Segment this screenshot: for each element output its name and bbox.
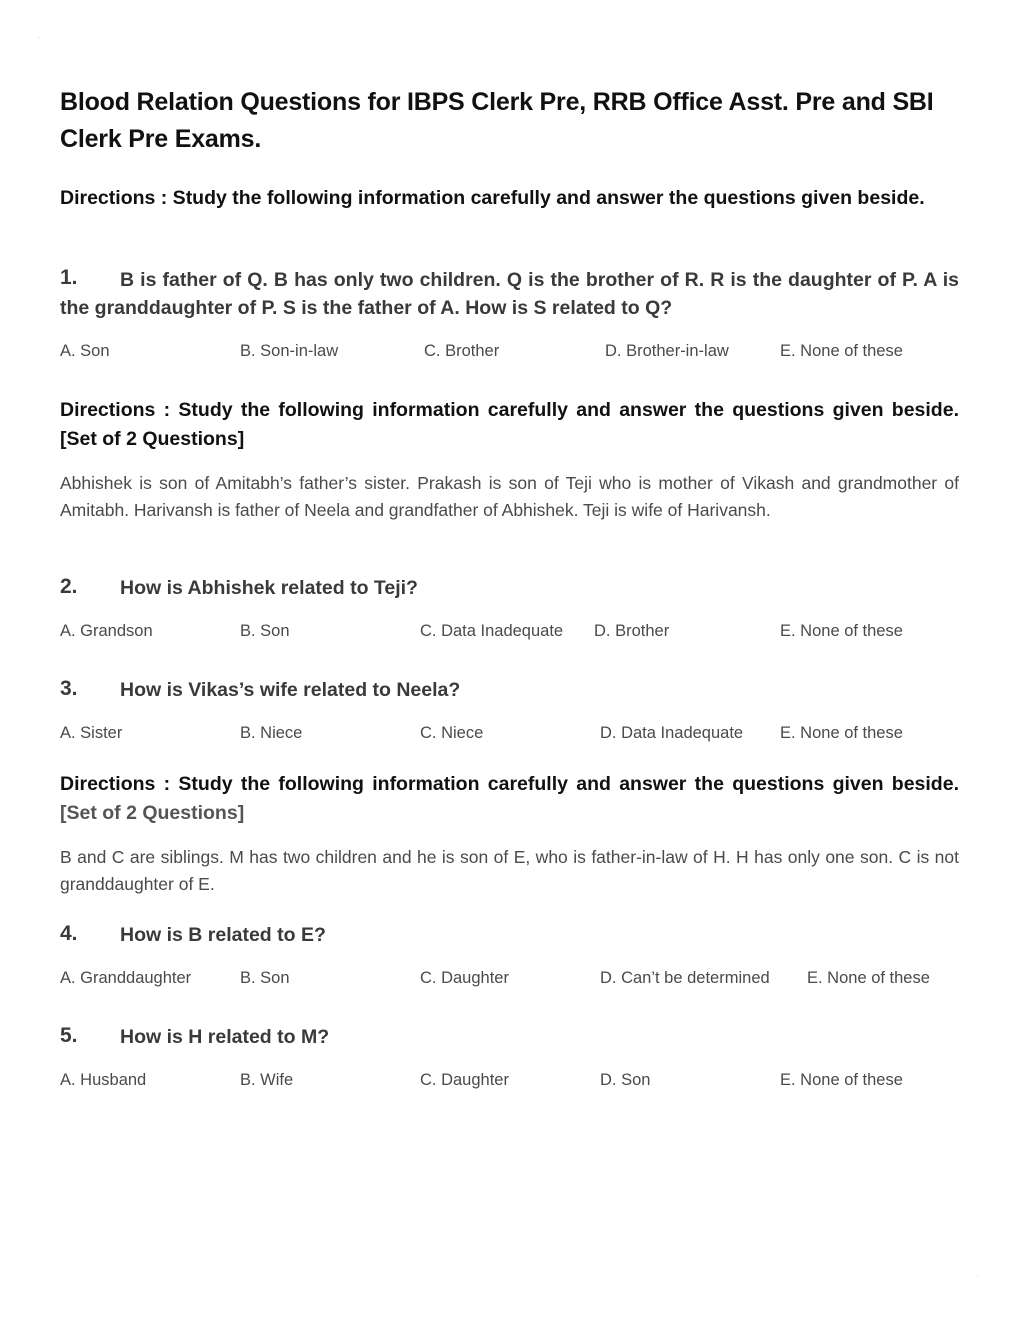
section-3-passage: B and C are siblings. M has two children and he is son of E, who is father-in-law of H. H has only one son. C is not granddaughter of E.	[60, 847, 959, 894]
section-2-directions	[60, 396, 959, 454]
q2-option-c: C. Data Inadequate	[420, 622, 564, 640]
corner-mark-top: .	[38, 34, 40, 40]
document-title: Blood Relation Questions for IBPS Clerk Pre, RRB Office Asst. Pre and SBI Clerk Pre Exams.	[60, 88, 934, 153]
q5-option-c: C. Daughter	[420, 1071, 509, 1089]
section-2-passage: Abhishek is son of Amitabh’s father’s sister. Prakash is son of Teji who is mother of Vikash and grandmother of Amitabh. Harivansh is father of Neela and grandfather of Abhishek. Teji is wife of Harivansh.	[60, 473, 959, 520]
question-3-text: How is Vikas’s wife related to Neela?	[120, 679, 461, 701]
q4-option-e: E. None of these	[807, 969, 930, 987]
q5-option-a: A. Husband	[60, 1071, 147, 1089]
question-2-text: How is Abhishek related to Teji?	[120, 577, 418, 599]
q1-option-b: B. Son-in-law	[240, 342, 339, 360]
question-4-number: 4.	[60, 922, 78, 945]
q1-option-d: D. Brother-in-law	[605, 342, 729, 360]
question-1-number: 1.	[60, 266, 78, 289]
question-1-text: B is father of Q. B has only two children. Q is the brother of R. R is the daughter of P. A is the granddaughter of P. S is the father of A. How is S related to Q?	[60, 269, 959, 319]
q5-option-e: E. None of these	[780, 1071, 903, 1089]
q1-option-a: A. Son	[60, 342, 110, 360]
q3-option-a: A. Sister	[60, 724, 123, 742]
q4-option-a: A. Granddaughter	[60, 969, 192, 987]
section-2-set-note: [Set of 2 Questions]	[60, 428, 245, 450]
section-3-directions-text: Directions : Study the following information carefully and answer the questions given beside.	[60, 773, 959, 795]
q2-option-b: B. Son	[240, 622, 290, 640]
section-3-set-note: [Set of 2 Questions]	[60, 802, 245, 824]
q5-option-d: D. Son	[600, 1071, 651, 1089]
q2-option-a: A. Grandson	[60, 622, 153, 640]
q1-option-c: C. Brother	[424, 342, 500, 360]
question-4-text: How is B related to E?	[120, 924, 326, 946]
q3-option-c: C. Niece	[420, 724, 484, 742]
section-1-directions: Directions : Study the following information carefully and answer the questions given beside.	[60, 187, 925, 209]
q4-option-b: B. Son	[240, 969, 290, 987]
q3-option-d: D. Data Inadequate	[600, 724, 744, 742]
q3-option-b: B. Niece	[240, 724, 303, 742]
section-3-directions	[60, 770, 959, 828]
question-5-text: How is H related to M?	[120, 1026, 330, 1048]
section-2-directions-text: Directions : Study the following information carefully and answer the questions given beside.	[60, 399, 959, 421]
q3-option-e: E. None of these	[780, 724, 903, 742]
q4-option-d: D. Can’t be determined	[600, 969, 770, 987]
question-2-number: 2.	[60, 575, 78, 598]
corner-mark-bottom: .	[977, 1272, 979, 1278]
q5-option-b: B. Wife	[240, 1071, 294, 1089]
q4-option-c: C. Daughter	[420, 969, 509, 987]
question-3-number: 3.	[60, 677, 78, 700]
q1-option-e: E. None of these	[780, 342, 903, 360]
question-5-number: 5.	[60, 1024, 78, 1047]
q2-option-e: E. None of these	[780, 622, 903, 640]
q2-option-d: D. Brother	[594, 622, 670, 640]
